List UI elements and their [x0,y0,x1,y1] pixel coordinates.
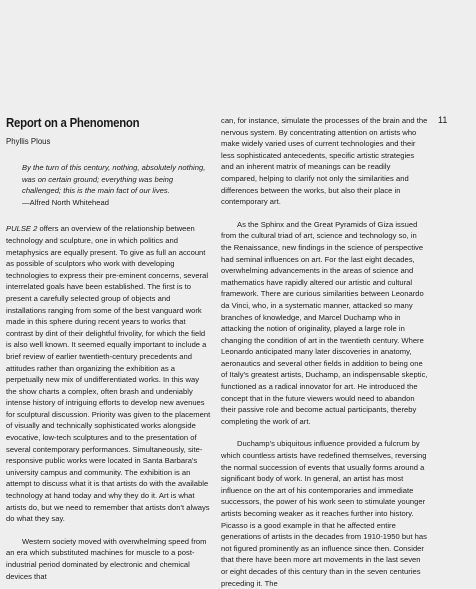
body-paragraph: PULSE 2 offers an overview of the relationship between technology and sculpture, one in which politics and metaphysics are equally present. To give as full an account as possible of sculptors who work with developing technologies to express their pre-eminent concerns, several interrelated goals have been established. The first is to present a carefully selected group of objects and installations ranging from some of the best vanguard work made in this sphere during recent years to works that contrast by dint of their delightful frivolity, for which the field is also well known. It seemed equally important to include a brief review of earlier twentieth-century precedents and attitudes rather than organizing the exhibition as a perpetually new mix of undifferentiated works. In this way the show charts a complex, often brash and undeniably intense history of intriguing efforts to develop new avenues for sculptural discussion. Priority was given to the placement of visually and technically sophisticated works alongside evocative, low-tech sculptures and to the presentation of several contemporary performances. Simultaneously, site-responsive public works were located in Santa Barbara's university campus and community. The exhibition is an attempt to discuss what it is that artists do with the available technology at hand today and why they do it. Art is what artists do, but we need to remember that artists don't always do what they say. [6,224,211,524]
body-paragraph: can, for instance, simulate the processes of the brain and the nervous system. By concentrating attention on artists who make widely varied uses of current technologies and their less sophisticated antecedents, specific artistic strategies and an inherent matrix of meanings can be readily compared, helping to clarify not only the similarities and differences between the works, but also their place in contemporary art. [221,116,428,207]
article-author: Phyllis Plous [6,137,51,146]
epigraph-attribution: —Alfred North Whitehead [22,197,109,207]
paragraph-gap [6,525,211,536]
left-column [6,115,211,582]
epigraph [22,162,211,208]
paragraph-gap [221,208,428,219]
body-paragraph: As the Sphinx and the Great Pyramids of Giza issued from the cultural triad of art, science and technology so, in the Renaissance, new findings in the science of perspective had seminal influences on art. For the last eight decades, overwhelming advancements in the areas of science and mathematics have rapidly altered our artistic and cultural framework. There are curious similarities between Leonardo da Vinci, who, in a systematic manner, attacked so many branches of knowledge, and Marcel Duchamp who in attacking the notion of originality, played a large role in changing the condition of art in the twentieth century. Where Leonardo anticipated many later discoveries in anatomy, aeronautics and several other fields in addition to being one of Italy's greatest artists, Duchamp, an indispensable skeptic, functioned as a radical innovator for art. He introduced the concept that in the future viewers would need to abandon their passive role and become actual participants, thereby completing the work of art. [221,219,428,426]
body-paragraph: Duchamp's ubiquitous influence provided a fulcrum by which countless artists have redefined themselves, reversing the normal succession of events that usually forms around a significant body of work. In general, an artist has most influence on the art of his contemporaries and immediate successors, the power of his work seen to stimulate younger artists becoming weaker as it reaches further into history. Picasso is a good example in that he affected entire generations of artists in the decades from 1910-1950 but has not figured prominently as an influence since then. Consider that there have been more art movements in the last seven or eight decades of this century than in the seven centuries preceding it. The [221,439,427,588]
body-paragraph: Western society moved with overwhelming speed from an era which substituted machines for muscle to a post-industrial period dominated by electronic and chemical devices that [6,536,207,581]
exhibition-name: PULSE 2 [6,224,38,234]
page-number: 11 [438,115,448,125]
article-title: Report on a Phenomenon [6,115,140,130]
epigraph-text: By the turn of this century, nothing, absolutely nothing, was on certain ground; everything was being challenged; this is the main fact of our lives. [22,163,206,196]
paragraph-gap [221,427,428,438]
right-column [221,115,428,589]
